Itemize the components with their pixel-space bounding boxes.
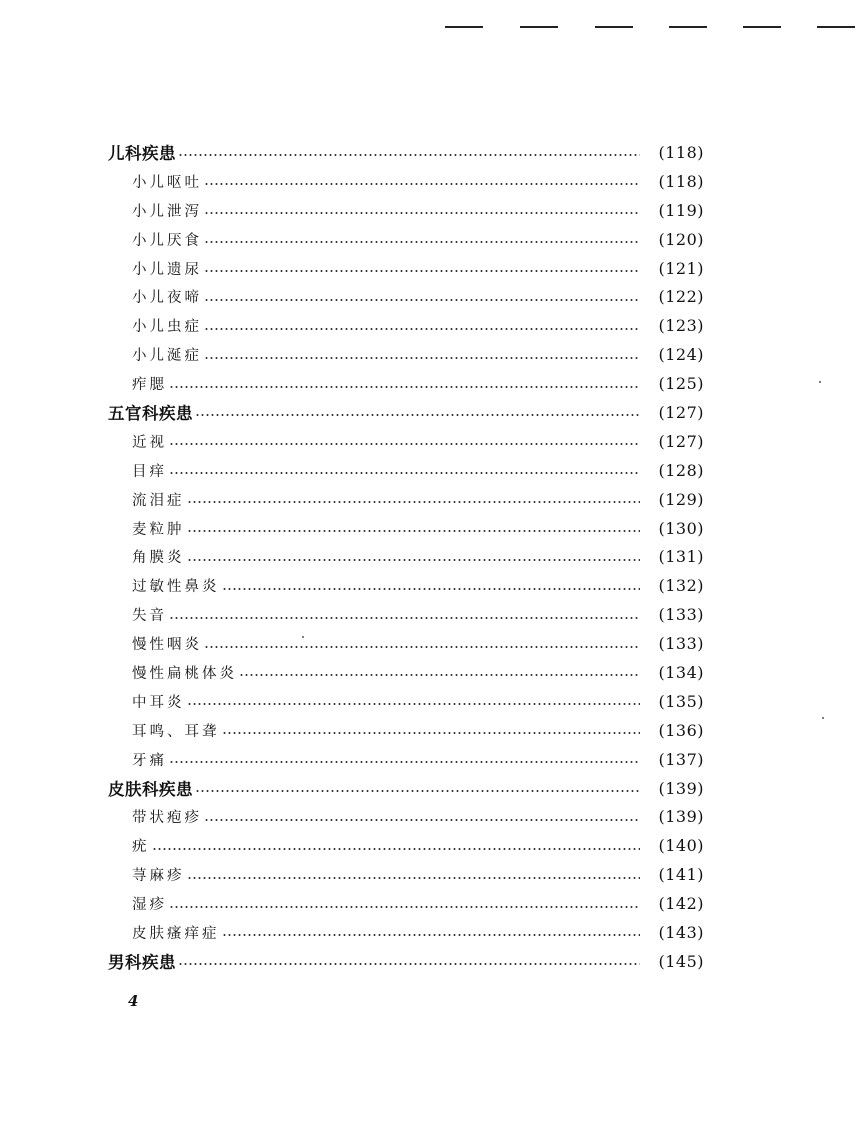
toc-page-number: (131) <box>658 547 704 567</box>
toc-page-number: (137) <box>658 749 704 769</box>
toc-entry-title: 痄腮 <box>132 377 167 394</box>
toc-entry-title: 慢性扁桃体炎 <box>132 665 237 682</box>
dot-leader <box>204 646 640 648</box>
dot-leader <box>187 530 641 532</box>
toc-entry-title: 角膜炎 <box>132 550 185 567</box>
toc-entry-title: 小儿遗尿 <box>132 261 202 278</box>
dot-leader <box>195 414 640 416</box>
toc-entry-row <box>108 860 704 889</box>
toc-page-number: (127) <box>658 402 704 422</box>
toc-entry-title: 慢性咽炎 <box>132 637 202 654</box>
toc-entry-title: 失音 <box>132 608 167 625</box>
toc-page-number: (140) <box>658 836 704 856</box>
table-of-contents <box>108 138 704 976</box>
header-rule <box>817 26 855 28</box>
toc-entry-row <box>108 485 704 514</box>
scan-speck <box>819 381 821 383</box>
dot-leader <box>187 703 641 705</box>
toc-entry-title: 近视 <box>132 434 167 451</box>
toc-entry-title: 目痒 <box>132 463 167 480</box>
page-number: 4 <box>128 992 139 1010</box>
dot-leader <box>195 790 640 792</box>
toc-page-number: (124) <box>658 345 704 365</box>
toc-entry-title: 流泪症 <box>132 492 185 509</box>
toc-entry-title: 小儿夜啼 <box>132 290 202 307</box>
header-rule <box>445 26 483 28</box>
toc-page-number: (129) <box>658 489 704 509</box>
dot-leader <box>169 761 640 763</box>
header-rule <box>595 26 633 28</box>
dot-leader <box>239 674 640 676</box>
toc-page-number: (118) <box>658 171 704 191</box>
dot-leader <box>178 154 640 156</box>
toc-page-number: (122) <box>658 287 704 307</box>
dot-leader <box>169 472 640 474</box>
toc-entry-row <box>108 254 704 283</box>
dot-leader <box>152 848 641 850</box>
toc-entry-row <box>108 687 704 716</box>
toc-entry-title: 小儿泄泻 <box>132 203 202 220</box>
toc-entry-row <box>108 889 704 918</box>
dot-leader <box>187 559 641 561</box>
toc-entry-row <box>108 340 704 369</box>
toc-page-number: (145) <box>658 951 704 971</box>
toc-page-number: (142) <box>658 894 704 914</box>
toc-entry-title: 小儿涎症 <box>132 348 202 365</box>
dot-leader <box>204 241 640 243</box>
toc-entry-title: 牙痛 <box>132 752 167 769</box>
dot-leader <box>204 212 640 214</box>
toc-entry-row <box>108 831 704 860</box>
toc-page-number: (136) <box>658 720 704 740</box>
toc-section-title: 五官科疾患 <box>108 404 193 424</box>
toc-section-row <box>108 947 704 976</box>
toc-page-number: (128) <box>658 460 704 480</box>
toc-entry-title: 带状疱疹 <box>132 810 202 827</box>
toc-page-number: (133) <box>658 605 704 625</box>
dot-leader <box>169 386 640 388</box>
dot-leader <box>204 270 640 272</box>
toc-entry-row <box>108 427 704 456</box>
toc-entry-row <box>108 196 704 225</box>
dot-leader <box>169 617 640 619</box>
dot-leader <box>222 732 641 734</box>
toc-entry-title: 荨麻疹 <box>132 868 185 885</box>
toc-entry-row <box>108 311 704 340</box>
toc-entry-row <box>108 802 704 831</box>
header-rule <box>743 26 781 28</box>
header-rule <box>520 26 558 28</box>
toc-page-number: (134) <box>658 662 704 682</box>
toc-page-number: (141) <box>658 865 704 885</box>
toc-entry-row <box>108 167 704 196</box>
toc-page-number: (120) <box>658 229 704 249</box>
toc-page-number: (123) <box>658 316 704 336</box>
toc-entry-row <box>108 282 704 311</box>
toc-entry-row <box>108 629 704 658</box>
toc-entry-title: 疣 <box>132 839 150 856</box>
toc-entry-row <box>108 369 704 398</box>
toc-entry-row <box>108 658 704 687</box>
toc-page-number: (118) <box>658 142 704 162</box>
dot-leader <box>178 963 640 965</box>
toc-page-number: (139) <box>658 778 704 798</box>
toc-page-number: (132) <box>658 576 704 596</box>
toc-entry-row <box>108 716 704 745</box>
toc-section-title: 皮肤科疾患 <box>108 780 193 800</box>
header-rule <box>669 26 707 28</box>
toc-section-row <box>108 398 704 427</box>
toc-entry-row <box>108 456 704 485</box>
toc-entry-title: 小儿虫症 <box>132 319 202 336</box>
toc-entry-title: 小儿呕吐 <box>132 174 202 191</box>
toc-entry-title: 过敏性鼻炎 <box>132 579 220 596</box>
dot-leader <box>222 934 641 936</box>
toc-section-row <box>108 774 704 803</box>
dot-leader <box>187 877 641 879</box>
toc-section-title: 男科疾患 <box>108 953 176 973</box>
dot-leader <box>169 443 640 445</box>
toc-entry-row <box>108 918 704 947</box>
toc-page-number: (119) <box>658 200 704 220</box>
toc-entry-title: 麦粒肿 <box>132 521 185 538</box>
toc-page-number: (135) <box>658 691 704 711</box>
toc-page-number: (130) <box>658 518 704 538</box>
toc-entry-title: 皮肤瘙痒症 <box>132 925 220 942</box>
toc-page-number: (143) <box>658 922 704 942</box>
scan-speck <box>302 636 304 638</box>
dot-leader <box>204 328 640 330</box>
toc-page-number: (127) <box>658 431 704 451</box>
dot-leader <box>204 357 640 359</box>
toc-page-number: (139) <box>658 807 704 827</box>
toc-section-row <box>108 138 704 167</box>
toc-entry-title: 耳鸣、耳聋 <box>132 723 220 740</box>
toc-entry-row <box>108 745 704 774</box>
header-rules <box>445 26 866 30</box>
dot-leader <box>169 906 640 908</box>
dot-leader <box>222 588 641 590</box>
dot-leader <box>187 501 641 503</box>
toc-entry-row <box>108 542 704 571</box>
toc-entry-row <box>108 225 704 254</box>
toc-section-title: 儿科疾患 <box>108 144 176 164</box>
dot-leader <box>204 183 640 185</box>
toc-entry-row <box>108 571 704 600</box>
toc-page-number: (125) <box>658 374 704 394</box>
toc-entry-title: 中耳炎 <box>132 694 185 711</box>
toc-entry-row <box>108 514 704 543</box>
toc-page-number: (133) <box>658 634 704 654</box>
dot-leader <box>204 819 640 821</box>
toc-entry-title: 小儿厌食 <box>132 232 202 249</box>
scan-speck <box>822 717 824 719</box>
dot-leader <box>204 299 640 301</box>
toc-entry-title: 湿疹 <box>132 897 167 914</box>
toc-entry-row <box>108 600 704 629</box>
toc-page-number: (121) <box>658 258 704 278</box>
